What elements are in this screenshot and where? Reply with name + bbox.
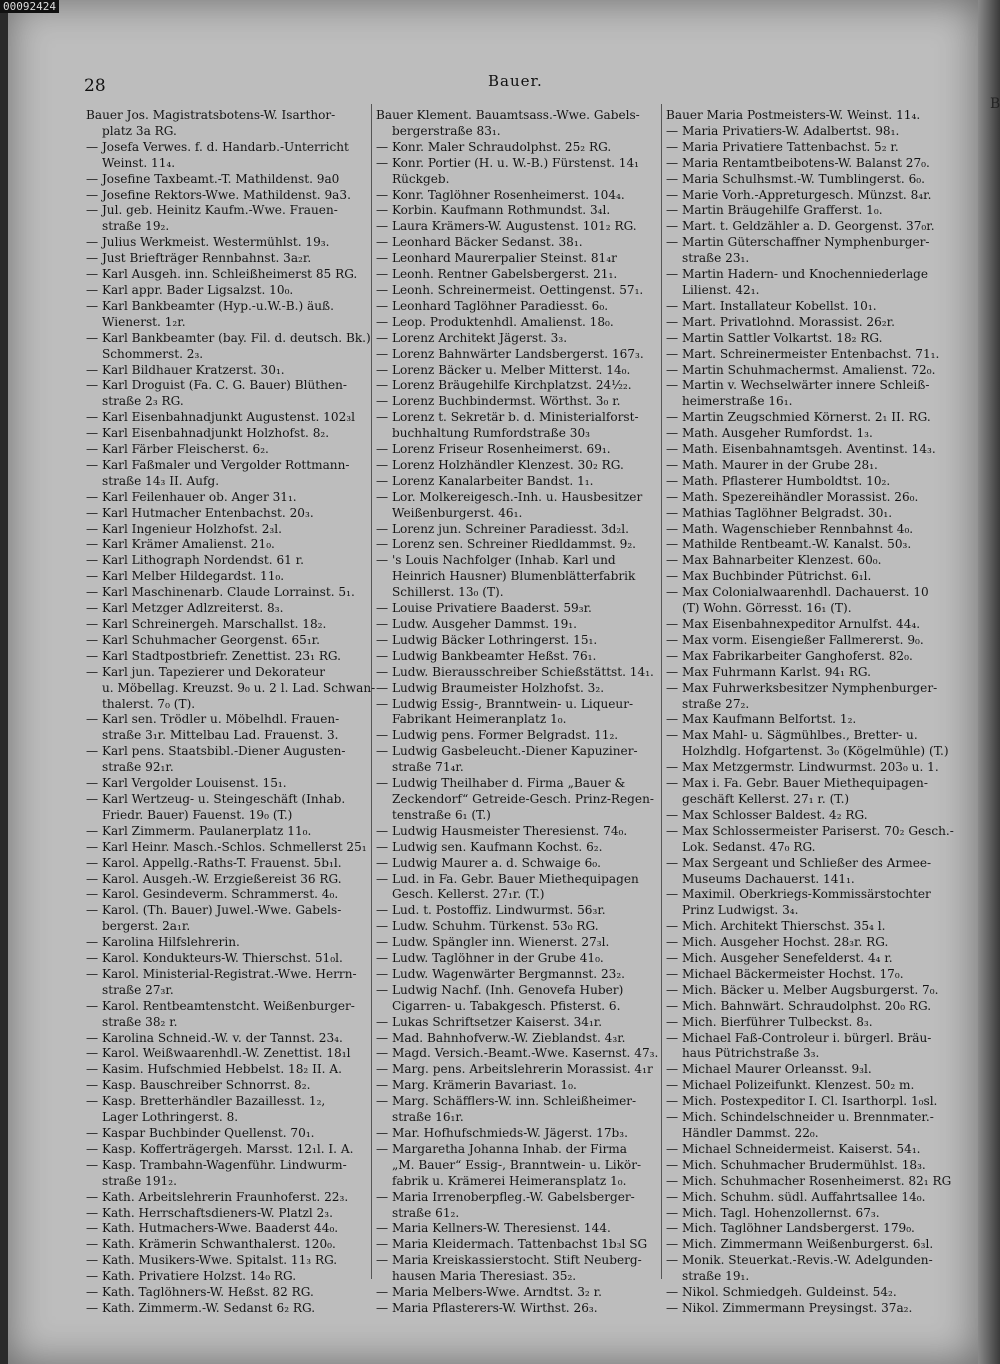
directory-entry-line: — Marg. Krämerin Bavariast. 1₀. — [376, 1078, 577, 1093]
directory-entry-line: — Konr. Portier (H. u. W.-B.) Fürstenst. 14₁ — [376, 155, 640, 170]
directory-entry-line: — Karl appr. Bader Ligsalzst. 10₀. — [86, 282, 294, 297]
directory-entry-line: Lager Lothringerst. 8. — [102, 1110, 239, 1125]
directory-entry-line: — Mich. Postexpeditor I. Cl. Isarthorpl. 1₀sl. — [666, 1094, 938, 1109]
directory-entry-line: — Ludwig Theilhaber d. Firma „Bauer & — [376, 776, 626, 791]
directory-entry-line: — Karl Melber Hildegardst. 11₀. — [86, 569, 285, 584]
directory-entry-line: Holzhdlg. Hofgartenst. 3₀ (Kögelmühle) (T.) — [682, 744, 949, 759]
directory-entry-line: — Lorenz Architekt Jägerst. 3₃. — [376, 330, 568, 345]
directory-entry-line: — Ludwig sen. Kaufmann Kochst. 6₂. — [376, 839, 603, 854]
directory-entry-line: — Karl Maschinenarb. Claude Lorrainst. 5₁. — [86, 585, 355, 600]
directory-entry-line: straße 61₂. — [392, 1205, 460, 1220]
directory-entry-line: — Karl Heinr. Masch.-Schlos. Schmellerst 25₁ — [86, 839, 367, 854]
directory-entry-line: — Leonhard Maurerpalier Steinst. 81₄r — [376, 251, 617, 266]
directory-entry-line: — Michael Faß-Controleur i. bürgerl. Bräu- — [666, 1030, 932, 1045]
directory-entry-line: — Karl sen. Trödler u. Möbelhdl. Frauen- — [86, 712, 340, 727]
directory-entry-line: — Karl Stadtpostbriefr. Zenettist. 23₁ RG. — [86, 648, 341, 663]
directory-entry-line: straße 19₂. — [102, 219, 170, 234]
directory-entry-line: — Lorenz Bäcker u. Melber Mitterst. 14₀. — [376, 362, 631, 377]
directory-entry-line: Cigarren- u. Tabakgesch. Pfisterst. 6. — [392, 998, 621, 1013]
directory-entry-line: — Lukas Schriftsetzer Kaiserst. 34₁r. — [376, 1014, 603, 1029]
directory-entry-line: Gesch. Kellerst. 27₁r. (T.) — [392, 887, 545, 902]
directory-entry-line: — Max Fabrikarbeiter Ganghoferst. 82₀. — [666, 648, 913, 663]
directory-entry-line: — Laura Krämers-W. Augustenst. 101₂ RG. — [376, 219, 637, 234]
directory-entry-line: — Math. Ausgeher Rumfordst. 1₃. — [666, 426, 873, 441]
directory-entry-line: — Mich. Zimmermann Weißenburgerst. 6₃l. — [666, 1237, 934, 1252]
directory-entry-line: — Ludwig Bankbeamter Heßst. 76₁. — [376, 648, 597, 663]
directory-entry-line: — Konr. Maler Schraudolphst. 25₂ RG. — [376, 139, 612, 154]
directory-entry-line: Bauer Klement. Bauamtsass.-Wwe. Gabels- — [376, 108, 640, 122]
directory-entry-line: — Mich. Schuhmacher Brudermühlst. 18₃. — [666, 1157, 926, 1172]
directory-entry-line: — Lorenz Friseur Rosenheimerst. 69₁. — [376, 442, 611, 457]
directory-entry-line: bergerstraße 83₁. — [392, 123, 501, 138]
directory-entry-line: fabrik u. Krämerei Heimeransplatz 1₀. — [392, 1173, 627, 1188]
directory-entry-line: — Mich. Taglöhner Landsbergerst. 179₀. — [666, 1221, 915, 1236]
directory-entry-line: — Maria Kellners-W. Theresienst. 144. — [376, 1221, 611, 1236]
directory-entry-line: — Nikol. Zimmermann Preysingst. 37a₂. — [666, 1300, 913, 1315]
directory-entry-line: — Korbin. Kaufmann Rothmundst. 3₄l. — [376, 203, 611, 218]
directory-entry-line: — Mar. Hofhufschmieds-W. Jägerst. 17b₃. — [376, 1126, 628, 1140]
directory-entry-line: — Lud. in Fa. Gebr. Bauer Miethequipagen — [376, 871, 639, 886]
directory-entry-line: — Max Buchbinder Pütrichst. 6₁l. — [666, 569, 872, 584]
directory-entry-line: Museums Dachauerst. 141₁. — [682, 871, 855, 886]
directory-entry-line: — Mich. Schindelschneider u. Brennmater.- — [666, 1110, 934, 1125]
directory-entry-line: — Konr. Taglöhner Rosenheimerst. 104₄. — [376, 187, 625, 202]
running-head: Bauer. — [488, 72, 543, 90]
column-2 — [376, 108, 666, 1317]
directory-entry-line: — Karol. (Th. Bauer) Juwel.-Wwe. Gabels- — [86, 903, 342, 918]
directory-entry-line: — Ludwig Braumeister Holzhofst. 3₂. — [376, 680, 605, 695]
directory-entry-line: — Martin v. Wechselwärter innere Schleiß- — [666, 378, 930, 393]
directory-entry-line: straße 191₂. — [102, 1173, 177, 1188]
directory-entry-line: — Kath. Krämerin Schwanthalerst. 120₀. — [86, 1237, 336, 1252]
directory-entry-line: — Maria Schulhsmst.-W. Tumblingerst. 6₀. — [666, 171, 925, 186]
directory-entry-line: — Karl Bildhauer Kratzerst. 30₁. — [86, 362, 285, 377]
directory-entry-line: — Karl Färber Fleischerst. 6₂. — [86, 442, 269, 457]
directory-entry-line: — Marg. pens. Arbeitslehrerin Morassist. 4₁r — [376, 1062, 653, 1077]
directory-entry-line: — Karl jun. Tapezierer und Dekorateur — [86, 664, 326, 679]
directory-entry-line: — Karol. Ministerial-Registrat.-Wwe. Herrn- — [86, 966, 357, 981]
directory-entry-line: — Math. Maurer in der Grube 28₁. — [666, 457, 878, 472]
directory-entry-line: — Mich. Bäcker u. Melber Augsburgerst. 7₀. — [666, 982, 939, 997]
directory-entry-line: — Josefine Taxbeamt.-T. Mathildenst. 9a0 — [86, 171, 340, 186]
directory-entry-line: — Lorenz t. Sekretär b. d. Ministerialforst- — [376, 410, 639, 425]
directory-entry-line: — Kasp. Kofferträgergeh. Marsst. 12₁l. I. A. — [86, 1141, 354, 1156]
directory-entry-line: — Mathilde Rentbeamt.-W. Kanalst. 50₃. — [666, 537, 912, 552]
directory-entry-line: Bauer Jos. Magistratsbotens-W. Isarthor- — [86, 108, 336, 122]
directory-entry-line: — Michael Maurer Orleansst. 9₃l. — [666, 1062, 872, 1077]
directory-entry-line: — Kath. Privatiere Holzst. 14₀ RG. — [86, 1269, 297, 1284]
directory-entry-line: — Math. Eisenbahnamtsgeh. Aventinst. 14₃. — [666, 442, 936, 457]
directory-entry-line: Prinz Ludwigst. 3₄. — [682, 903, 799, 918]
directory-entry-line: — Ludwig Nachf. (Inh. Genovefa Huber) — [376, 982, 624, 997]
directory-entry-line: — Maximil. Oberkriegs-Kommissärstochter — [666, 887, 931, 902]
directory-entry-line: — Max Mahl- u. Sägmühlbes., Bretter- u. — [666, 728, 918, 743]
directory-entry-line: — Mich. Ausgeher Hochst. 28₃r. RG. — [666, 935, 889, 950]
directory-entry-line: — Kath. Zimmerm.-W. Sedanst 6₂ RG. — [86, 1300, 316, 1315]
directory-entry-line: Friedr. Bauer) Fauenst. 19₀ (T.) — [102, 807, 293, 822]
directory-entry-line: — Martin Güterschaffner Nymphenburger- — [666, 235, 930, 250]
directory-entry-line: — Lorenz Kanalarbeiter Bandst. 1₁. — [376, 473, 594, 488]
directory-entry-line: bergerst. 2a₁r. — [102, 919, 191, 934]
directory-entry-line: — Mart. t. Geldzähler a. D. Georgenst. 37₀r. — [666, 219, 935, 234]
directory-entry-line: — Kath. Herrschaftsdieners-W. Platzl 2₃. — [86, 1205, 333, 1220]
directory-entry-line: straße 3₁r. Mittelbau Lad. Frauenst. 3. — [102, 728, 339, 743]
directory-entry-line: — Kaspar Buchbinder Quellenst. 70₁. — [86, 1126, 315, 1140]
directory-entry-line: — Kasp. Trambahn-Wagenführ. Lindwurm- — [86, 1157, 347, 1172]
directory-entry-line: — Ludwig Gasbeleucht.-Diener Kapuziner- — [376, 744, 638, 759]
directory-entry-line: — Lorenz jun. Schreiner Paradiesst. 3d₂l. — [376, 521, 629, 536]
directory-entry-line: — Math. Spezereihändler Morassist. 26₀. — [666, 489, 919, 504]
directory-entry-line: — 's Louis Nachfolger (Inhab. Karl und — [376, 553, 616, 568]
directory-entry-line: straße 23₁. — [682, 251, 750, 266]
directory-entry-line: — Kath. Hutmachers-Wwe. Baaderst 44₀. — [86, 1221, 339, 1236]
directory-entry-line: — Karl Faßmaler und Vergolder Rottmann- — [86, 457, 350, 472]
directory-entry-line: thalerst. 7₀ (T). — [102, 696, 196, 711]
directory-entry-line: — Karl Lithograph Nordendst. 61 r. — [86, 553, 304, 568]
directory-entry-line: — Louise Privatiere Baaderst. 59₃r. — [376, 601, 592, 616]
directory-entry-line: — Michael Polizeifunkt. Klenzest. 50₂ m. — [666, 1078, 915, 1093]
directory-entry-line: — Karl Bankbeamter (bay. Fil. d. deutsch. Bk.) — [86, 330, 371, 345]
directory-entry-line: — Karl Ingenieur Holzhofst. 2₃l. — [86, 521, 282, 536]
directory-entry-line: Händler Dammst. 22₀. — [682, 1126, 819, 1140]
directory-entry-line: — Kasim. Hufschmied Hebbelst. 18₂ II. A. — [86, 1062, 342, 1077]
directory-entry-line: straße 27₂. — [682, 696, 750, 711]
directory-entry-line: — Lorenz Bahnwärter Landsbergerst. 167₃. — [376, 346, 644, 361]
directory-entry-line: — Josefine Rektors-Wwe. Mathildenst. 9a3. — [86, 187, 351, 202]
directory-entry-line: — Julius Werkmeist. Westermühlst. 19₃. — [86, 235, 330, 250]
directory-entry-line: — Ludwig Maurer a. d. Schwaige 6₀. — [376, 855, 601, 870]
directory-entry-line: — Karol. Kondukteurs-W. Thierschst. 51₀l. — [86, 951, 343, 966]
directory-entry-line: — Michael Schneidermeist. Kaiserst. 54₁. — [666, 1141, 921, 1156]
directory-entry-line: — Ludw. Schuhm. Türkenst. 53₀ RG. — [376, 919, 599, 934]
directory-entry-line: — Mart. Privatlohnd. Morassist. 26₂r. — [666, 314, 895, 329]
directory-entry-line: — Lorenz Holzhändler Klenzest. 30₂ RG. — [376, 457, 624, 472]
directory-entry-line: — Ludwig Bäcker Lothringerst. 15₁. — [376, 632, 598, 647]
directory-entry-line: — Leonh. Schreinermeist. Oettingenst. 57₁. — [376, 282, 644, 297]
directory-entry-line: — Karol. Ausgeh.-W. Erzgießereist 36 RG. — [86, 871, 342, 886]
directory-entry-line: — Math. Wagenschieber Rennbahnst 4₀. — [666, 521, 914, 536]
directory-entry-line: — Martin Zeugschmied Körnerst. 2₁ II. RG. — [666, 410, 931, 425]
directory-entry-line: straße 92₁r. — [102, 760, 174, 775]
directory-entry-line: — Karl Hutmacher Entenbachst. 20₃. — [86, 505, 314, 520]
directory-entry-line: — Max Colonialwaarenhdl. Dachauerst. 10 — [666, 585, 929, 600]
directory-entry-line: — Maria Melbers-Wwe. Arndtst. 3₂ r. — [376, 1285, 602, 1300]
directory-entry-line: Zeckendorf“ Getreide-Gesch. Prinz-Regen- — [392, 791, 654, 806]
directory-entry-line: Fabrikant Heimeranplatz 1₀. — [392, 712, 567, 727]
directory-entry-line: — Karl Bankbeamter (Hyp.-u.W.-B.) äuß. — [86, 298, 334, 313]
directory-entry-line: — Kasp. Bretterhändler Bazaillesst. 1₂, — [86, 1094, 326, 1109]
directory-entry-line: — Leonh. Rentner Gabelsbergerst. 21₁. — [376, 267, 618, 282]
directory-entry-line: — Maria Privatiers-W. Adalbertst. 98₁. — [666, 123, 900, 138]
directory-entry-line: — Lorenz Bräugehilfe Kirchplatzst. 24½₂. — [376, 378, 632, 393]
directory-entry-line: — Max Kaufmann Belfortst. 1₂. — [666, 712, 857, 727]
book-spine — [0, 0, 8, 1364]
directory-entry-line: straße 16₁r. — [392, 1110, 464, 1125]
directory-entry-line: — Ludw. Wagenwärter Bergmannst. 23₂. — [376, 966, 626, 981]
directory-entry-line: — Karol. Gesindeverm. Schrammerst. 4₀. — [86, 887, 339, 902]
directory-entry-line: — Monik. Steuerkat.-Revis.-W. Adelgunden- — [666, 1253, 933, 1268]
column-3 — [666, 108, 956, 1317]
directory-entry-line: — Kasp. Bauschreiber Schnorrst. 8₂. — [86, 1078, 311, 1093]
directory-entry-line: — Karl Metzger Adlzreiterst. 8₃. — [86, 601, 284, 616]
directory-entry-line: — Leop. Produktenhdl. Amalienst. 18₀. — [376, 314, 614, 329]
directory-entry-line: — Josefa Verwes. f. d. Handarb.-Unterricht — [86, 139, 349, 154]
page-number: 28 — [84, 76, 106, 96]
directory-entry-line: — Ludw. Taglöhner in der Grube 41₀. — [376, 951, 604, 966]
directory-entry-line: — Karl pens. Staatsbibl.-Diener Augusten- — [86, 744, 346, 759]
directory-entry-line: — Karol. Weißwaarenhdl.-W. Zenettist. 18₁l — [86, 1046, 351, 1061]
directory-entry-line: — Karl Zimmerm. Paulanerplatz 11₀. — [86, 823, 312, 838]
directory-entry-line: Heinrich Hausner) Blumenblätterfabrik — [392, 569, 636, 584]
directory-entry-line: Lok. Sedanst. 47₀ RG. — [682, 839, 816, 854]
page-edge-shadow — [978, 0, 1000, 1364]
directory-entry-line: — Karl Schreinergeh. Marschallst. 18₂. — [86, 617, 327, 631]
directory-entry-line: platz 3a RG. — [102, 123, 177, 138]
directory-entry-line: — Martin Sattler Volkartst. 18₂ RG. — [666, 330, 883, 345]
directory-entry-line: Rückgeb. — [392, 171, 450, 186]
directory-entry-line: — Max Metzgermstr. Lindwurmst. 203₀ u. 1. — [666, 760, 939, 775]
directory-entry-line: — Mart. Installateur Kobellst. 10₁. — [666, 298, 877, 313]
directory-entry-line: straße 71₄r. — [392, 760, 464, 775]
directory-entry-line: straße 38₂ r. — [102, 1014, 178, 1029]
directory-entry-line: (T) Wohn. Görresst. 16₁ (T). — [682, 601, 852, 616]
directory-entry-line: — Martin Schuhmachermst. Amalienst. 72₀. — [666, 362, 936, 377]
directory-entry-line: — Kath. Arbeitslehrerin Fraunhoferst. 22₃. — [86, 1189, 349, 1204]
directory-entry-line: — Karl Eisenbahnadjunkt Augustenst. 102₃l — [86, 410, 355, 425]
directory-entry-line: hausen Maria Theresiast. 35₂. — [392, 1269, 577, 1284]
directory-entry-line: Schillerst. 13₀ (T). — [392, 585, 504, 600]
directory-entry-line: — Just Briefträger Rennbahnst. 3a₂r. — [86, 251, 312, 266]
directory-entry-line: Schommerst. 2₃. — [102, 346, 204, 361]
directory-entry-line: u. Möbellag. Kreuzst. 9₀ u. 2 l. Lad. Schwan- — [102, 680, 376, 695]
directory-entry-line: — Mich. Architekt Thierschst. 35₄ l. — [666, 919, 886, 934]
directory-entry-line: Wienerst. 1₂r. — [102, 314, 186, 329]
directory-entry-line: — Mad. Bahnhofverw.-W. Zieblandst. 4₃r. — [376, 1030, 626, 1045]
directory-entry-line: — Nikol. Schmiedgeh. Guldeinst. 54₂. — [666, 1285, 897, 1300]
directory-entry-line: — Jul. geb. Heinitz Kaufm.-Wwe. Frauen- — [86, 203, 338, 218]
directory-entry-line: — Maria Irrenoberpfleg.-W. Gabelsberger- — [376, 1189, 635, 1204]
directory-entry-line: — Ludw. Bierausschreiber Schießstättst. 14₁. — [376, 664, 654, 679]
directory-entry-line: — Martin Bräugehilfe Grafferst. 1₀. — [666, 203, 883, 218]
directory-entry-line: — Mathias Taglöhner Belgradst. 30₁. — [666, 505, 893, 520]
directory-entry-line: geschäft Kellerst. 27₁ r. (T.) — [682, 791, 850, 806]
directory-entry-line: — Ludw. Spängler inn. Wienerst. 27₃l. — [376, 935, 610, 950]
directory-entry-line: Bauer Maria Postmeisters-W. Weinst. 11₄. — [666, 108, 921, 122]
directory-entry-line: — Mich. Ausgeher Senefelderst. 4₄ r. — [666, 951, 893, 966]
directory-entry-line: „M. Bauer“ Essig-, Branntwein- u. Likör- — [392, 1157, 642, 1172]
directory-entry-line: straße 2₃ RG. — [102, 394, 184, 409]
directory-entry-line: — Mich. Bahnwärt. Schraudolphst. 20₀ RG. — [666, 998, 932, 1013]
directory-entry-line: — Max Bahnarbeiter Klenzest. 60₀. — [666, 553, 882, 568]
directory-entry-line: — Max Sergeant und Schließer des Armee- — [666, 855, 932, 870]
directory-entry-line: — Martin Hadern- und Knochenniederlage — [666, 267, 929, 282]
directory-entry-line: — Max vorm. Eisengießer Fallmererst. 9₀. — [666, 632, 924, 647]
directory-entry-line: — Max Fuhrmann Karlst. 94₁ RG. — [666, 664, 871, 679]
directory-entry-line: — Karolina Hilfslehrerin. — [86, 935, 240, 950]
directory-entry-line: — Margaretha Johanna Inhab. der Firma — [376, 1141, 627, 1156]
directory-entry-line: heimerstraße 16₁. — [682, 394, 793, 409]
directory-entry-line: tenstraße 6₁ (T.) — [392, 807, 491, 822]
directory-entry-line: — Lor. Molkereigesch.-Inh. u. Hausbesitzer — [376, 489, 643, 504]
directory-entry-line: — Max Eisenbahnexpeditor Arnulfst. 44₄. — [666, 617, 921, 631]
directory-entry-line: Lilienst. 42₁. — [682, 282, 760, 297]
directory-entry-line: — Mart. Schreinermeister Entenbachst. 71₁. — [666, 346, 940, 361]
directory-entry-line: — Math. Pflasterer Humboldtst. 10₂. — [666, 473, 891, 488]
directory-entry-line: — Ludwig pens. Former Belgradst. 11₂. — [376, 728, 619, 743]
directory-entry-line: — Karolina Schneid.-W. v. der Tannst. 23₄. — [86, 1030, 343, 1045]
directory-entry-line: — Maria Kreiskassierstocht. Stift Neuberg- — [376, 1253, 642, 1268]
directory-entry-line: — Maria Kleidermach. Tattenbachst 1b₃l SG — [376, 1237, 648, 1252]
directory-entry-line: — Karl Schuhmacher Georgenst. 65₁r. — [86, 632, 320, 647]
directory-entry-line: — Karl Eisenbahnadjunkt Holzhofst. 8₂. — [86, 426, 330, 441]
directory-entry-line: — Karl Krämer Amalienst. 21₀. — [86, 537, 275, 552]
directory-entry-line: buchhaltung Rumfordstraße 30₃ — [392, 426, 590, 441]
directory-entry-line: — Max Schlosser Baldest. 4₂ RG. — [666, 807, 868, 822]
directory-entry-line: — Mich. Schuhm. südl. Auffahrtsallee 14₀. — [666, 1189, 926, 1204]
directory-entry-line: Weinst. 11₄. — [102, 155, 176, 170]
directory-entry-line: straße 27₃r. — [102, 982, 174, 997]
directory-entry-line: — Leonhard Taglöhner Paradiesst. 6₀. — [376, 298, 609, 313]
directory-entry-line: — Max Schlossermeister Pariserst. 70₂ Gesch.- — [666, 823, 954, 838]
directory-entry-line: Weißenburgerst. 46₁. — [392, 505, 523, 520]
directory-entry-line: — Mich. Tagl. Hohenzollernst. 67₃. — [666, 1205, 880, 1220]
directory-entry-line: straße 19₁. — [682, 1269, 750, 1284]
directory-entry-line: — Maria Rentamtbeibotens-W. Balanst 27₀. — [666, 155, 930, 170]
directory-entry-line: — Marg. Schäfflers-W. inn. Schleißheimer- — [376, 1094, 637, 1109]
directory-entry-line: — Michael Bäckermeister Hochst. 17₀. — [666, 966, 904, 981]
directory-entry-line: — Karl Feilenhauer ob. Anger 31₁. — [86, 489, 297, 504]
directory-entry-line: — Ludw. Ausgeher Dammst. 19₁. — [376, 617, 577, 631]
directory-entry-line: — Magd. Versich.-Beamt.-Wwe. Kasernst. 47₃. — [376, 1046, 659, 1061]
directory-entry-line: — Lorenz Buchbindermst. Wörthst. 3₀ r. — [376, 394, 621, 409]
scan-id-label: 00092424 — [0, 0, 59, 13]
directory-entry-line: — Karl Droguist (Fa. C. G. Bauer) Blüthen- — [86, 378, 347, 393]
directory-entry-line: — Mich. Bierführer Tulbeckst. 8₃. — [666, 1014, 873, 1029]
directory-entry-line: — Marie Vorh.-Appreturgesch. Münzst. 8₄r. — [666, 187, 932, 202]
directory-entry-line: — Karol. Rentbeamtenstcht. Weißenburger- — [86, 998, 355, 1013]
directory-entry-line: straße 14₃ II. Aufg. — [102, 473, 220, 488]
directory-entry-line: — Leonhard Bäcker Sedanst. 38₁. — [376, 235, 583, 250]
directory-entry-line: — Karl Vergolder Louisenst. 15₁. — [86, 776, 287, 791]
directory-entry-line: — Karl Wertzeug- u. Steingeschäft (Inhab. — [86, 791, 346, 806]
directory-entry-line: — Lorenz sen. Schreiner Riedldammst. 9₂. — [376, 537, 637, 552]
next-page-edge-letter: B — [990, 96, 1000, 112]
directory-entry-line: haus Pütrichstraße 3₃. — [682, 1046, 820, 1061]
directory-entry-line: — Max i. Fa. Gebr. Bauer Miethequipagen- — [666, 776, 928, 791]
directory-entry-line: — Karl Ausgeh. inn. Schleißheimerst 85 RG. — [86, 267, 358, 282]
directory-entry-line: — Kath. Taglöhners-W. Heßst. 82 RG. — [86, 1285, 314, 1300]
directory-entry-line: — Ludwig Hausmeister Theresienst. 74₀. — [376, 823, 628, 838]
directory-entry-line: — Max Fuhrwerksbesitzer Nymphenburger- — [666, 680, 938, 695]
directory-entry-line: — Lud. t. Postoffiz. Lindwurmst. 56₃r. — [376, 903, 606, 918]
directory-entry-line: — Maria Pflasterers-W. Wirthst. 26₃. — [376, 1300, 598, 1315]
directory-entry-line: — Kath. Musikers-Wwe. Spitalst. 11₃ RG. — [86, 1253, 338, 1268]
directory-entry-line: — Ludwig Essig-, Branntwein- u. Liqueur- — [376, 696, 634, 711]
directory-entry-line: — Maria Privatiere Tattenbachst. 5₂ r. — [666, 139, 899, 154]
directory-entry-line: — Mich. Schuhmacher Rosenheimerst. 82₁ RG — [666, 1173, 952, 1188]
column-1 — [86, 108, 376, 1317]
directory-entry-line: — Karol. Appellg.-Raths-T. Frauenst. 5b₁l. — [86, 855, 342, 870]
